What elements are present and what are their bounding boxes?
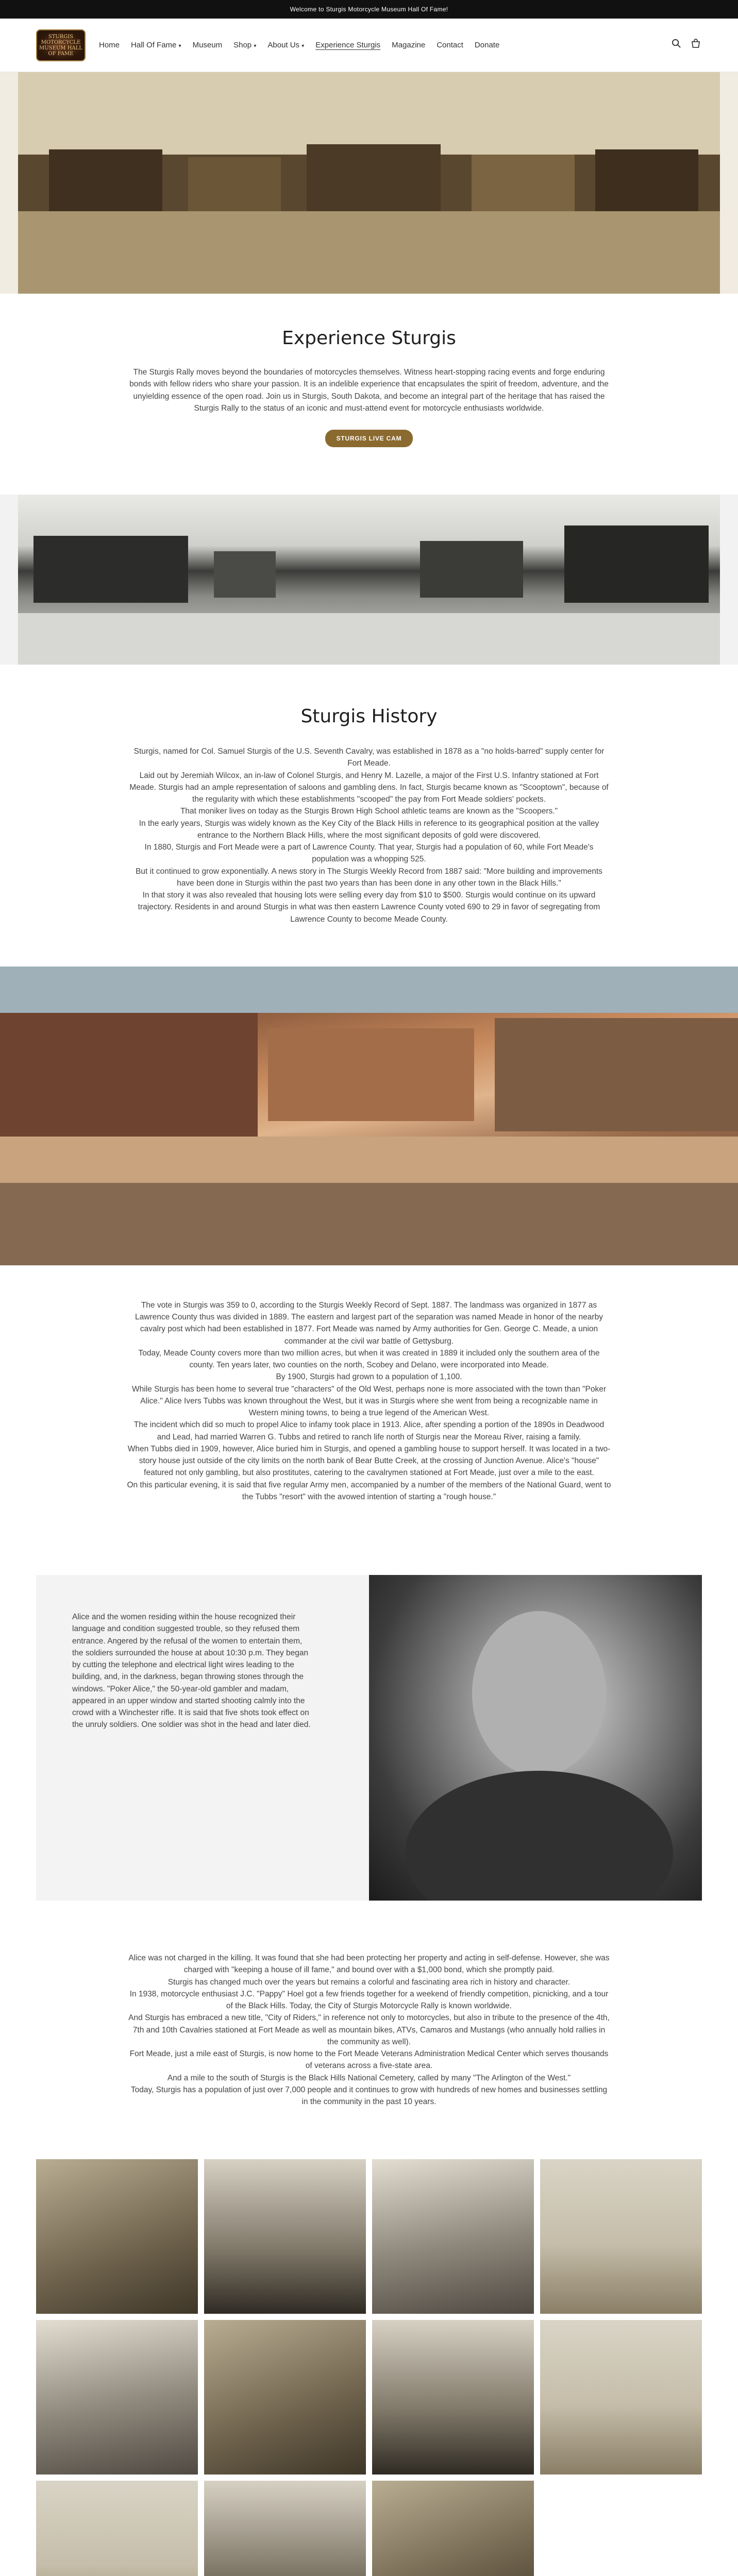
nav-label: Home — [99, 41, 120, 49]
gallery-photo[interactable] — [36, 2159, 198, 2314]
history-paragraph: On this particular evening, it is said that five regular Army men, accompanied by a number of the members of the National Guard, went to the Tubbs "resort" with the avowed intention of starting a "rough house." — [127, 1480, 611, 1501]
nav-magazine[interactable] — [392, 41, 425, 49]
alice-portrait — [369, 1575, 702, 1901]
history-paragraph: Laid out by Jeremiah Wilcox, an in-law of Colonel Sturgis, and Henry M. Lazelle, a major of the First U.S. Infantry stationed at Fort Meade. Sturgis had an ample representation of saloons and gambling dens. In fact, Sturgis became known as "Scooptown", because of the regularity with which these establishments "scooped" the pay from Fort Meade soldiers' pockets. — [129, 771, 609, 804]
gallery-photo[interactable] — [204, 2481, 366, 2576]
nav-label: Contact — [437, 41, 463, 49]
site-header — [0, 19, 738, 72]
nav-donate[interactable] — [475, 41, 499, 49]
history-paragraph: In 1938, motorcycle enthusiast J.C. "Pappy" Hoel got a few friends together for a weekend of friendly competition, picnicking, and a tour of the Black Hills. Today, the City of Sturgis Motorcycle Rally is known worldwide. — [129, 1989, 609, 2010]
chevron-down-icon: ▾ — [178, 43, 181, 49]
site-logo[interactable] — [36, 29, 86, 61]
nav-about-us[interactable] — [267, 41, 304, 49]
history-paragraph: That moniker lives on today as the Sturgis Brown High School athletic teams are known as the "Scoopers." — [180, 807, 558, 816]
history-paragraph: The incident which did so much to propel Alice to infamy took place in 1913. Alice, after spending a portion of the 1890s in Deadwood and Lead, had married Warren G. Tubbs and retired to ranch life north of Sturgis near the Moreau River, raising a family. — [133, 1420, 605, 1442]
history-paragraph: In the early years, Sturgis was widely known as the Key City of the Black Hills in reference to its geographical position at the valley entrance to the Northern Black Hills, where the most significant deposits of gold were discovered. — [139, 819, 599, 840]
portrait-illustration — [369, 1575, 702, 1901]
nav-label: Museum — [192, 41, 223, 49]
nav-label: Magazine — [392, 41, 426, 49]
gallery-photo[interactable] — [372, 2320, 534, 2475]
history-paragraph: Today, Meade County covers more than two million acres, but when it was created in 1889 it included only the southern area of the county. Ten years later, two counties on the north, Scobey and Delano, were incorporated into Meade. — [138, 1348, 600, 1369]
photo-main-street — [0, 495, 738, 665]
history-paragraph: And a mile to the south of Sturgis is the Black Hills National Cemetery, called by many "The Arlington of the West." — [167, 2073, 571, 2082]
logo-text: STURGIS MOTORCYCLE MUSEUM HALL OF FAME — [39, 33, 82, 57]
chevron-down-icon: ▾ — [301, 43, 305, 49]
experience-intro: The Sturgis Rally moves beyond the boundaries of motorcycles themselves. Witness heart-stopping racing events and forge enduring bonds with fellow riders who share your passion. It is an indelible experience that encapsulates the spirit of freedom, adventure, and the unyielding essence of the open road. Join us in Sturgis, South Dakota, and become an integral part of the heritage that has raised the Sturgis Rally to the status of an iconic and must-attend event for motorcycle enthusiasts worldwide. — [129, 368, 609, 413]
history-title: Sturgis History — [300, 706, 438, 727]
main-nav — [99, 41, 499, 49]
history-paragraph: Alice was not charged in the killing. It was found that she had been protecting her property and acting in self-defense. However, she was charged with "keeping a house of ill fame," and bound over with a $1,000 bond, which she promptly paid. — [128, 1954, 610, 1975]
history-section — [0, 665, 738, 967]
history-paragraph: In 1880, Sturgis and Fort Meade were a part of Lawrence County. That year, Sturgis had a population of 60, while Fort Meade's population was a whopping 525. — [144, 843, 594, 864]
announcement-text: Welcome to Sturgis Motorcycle Museum Hall Of Fame! — [290, 6, 448, 13]
history-continued-section — [0, 1265, 738, 1549]
nav-label: Experience Sturgis — [315, 41, 381, 49]
nav-contact[interactable] — [437, 41, 463, 49]
gallery-photo[interactable] — [204, 2320, 366, 2475]
photo-gallery — [0, 2149, 738, 2576]
history-paragraph: But it continued to grow exponentially. A news story in The Sturgis Weekly Record from 1887 said: "More building and improvements have been done in Sturgis within the past two years than has been done in any other town in the Black Hills." — [136, 867, 602, 888]
history-paragraph: Sturgis has changed much over the years but remains a colorful and fascinating area rich in history and character. — [167, 1977, 571, 1987]
photo-rally-crowd — [0, 967, 738, 1265]
cart-icon[interactable] — [691, 39, 701, 52]
history-paragraph: Today, Sturgis has a population of just over 7,000 people and it continues to grow with hundreds of new homes and businesses settling in the community in the past 10 years. — [130, 2085, 608, 2106]
gallery-photo[interactable] — [372, 2159, 534, 2314]
crowd-scene-illustration — [0, 967, 738, 1265]
gallery-photo[interactable] — [204, 2159, 366, 2314]
nav-label: Donate — [474, 41, 500, 49]
history-paragraph: The vote in Sturgis was 359 to 0, according to the Sturgis Weekly Record of Sept. 1887. The landmass was organized in 1877 as Lawrence County thus was divided in 1889. The eastern and largest part of the separation was named Meade in honor of the nearby cavalry post which had been established in 1877. Fort Meade was named by Army authorities for Gen. George C. Meade, a union commander at the civil war battle of Gettysburg. — [135, 1300, 603, 1346]
history-paragraph: Sturgis, named for Col. Samuel Sturgis of the U.S. Seventh Cavalry, was established in 1878 as a "no holds-barred" supply center for Fort Meade. — [133, 747, 605, 768]
experience-section — [0, 294, 738, 495]
nav-home[interactable] — [99, 41, 120, 49]
page-title: Experience Sturgis — [282, 328, 456, 349]
live-cam-button[interactable]: STURGIS LIVE CAM — [325, 430, 413, 447]
header-actions — [672, 39, 701, 52]
history-conclusion-section — [0, 1952, 738, 2149]
history-text — [127, 745, 611, 925]
chevron-down-icon: ▾ — [254, 43, 257, 49]
alice-text-panel — [36, 1575, 369, 1901]
nav-experience-sturgis[interactable] — [315, 41, 380, 49]
gallery-photo[interactable] — [372, 2481, 534, 2576]
history-paragraph: While Sturgis has been home to several true "characters" of the Old West, perhaps none is more associated with the town than "Poker Alice." Alice Ivers Tubbs was known throughout the West, but it was in Sturgis where she went from being a recognizable name in Western mining towns, to being a true legend of the American West. — [132, 1384, 606, 1417]
nav-label: Shop — [233, 41, 252, 49]
poker-alice-section — [36, 1575, 702, 1901]
nav-shop[interactable] — [233, 41, 256, 49]
alice-text: Alice and the women residing within the house recognized their language and condition suggested trouble, so they refused them entrance. Angered by the refusal of the women to entertain them, the soldiers surrounded the house at about 10:30 p.m. They began by cutting the telephone and electrical light wires leading to the building, and, in the darkness, began throwing stones through the windows. "Poker Alice," the 50-year-old gambler and madam, appeared in an upper window and started shooting calmly into the crowd with a Winchester rifle. It is said that five shots took effect on the unruly soldiers. One soldier was shot in the head and later died. — [72, 1613, 311, 1730]
announcement-bar — [0, 0, 738, 19]
gallery-photo[interactable] — [540, 2159, 702, 2314]
nav-label: About Us — [267, 41, 300, 49]
town-scene-illustration — [18, 72, 720, 294]
hero-photo-town — [0, 72, 738, 294]
history-paragraph: And Sturgis has embraced a new title, "City of Riders," in reference not only to motorcycles, but also in tribute to the presence of the 4th, 7th and 10th Cavalries stationed at Fort Meade as well as mountain bikes, ATVs, Camaros and Mustangs (who annually hold rallies in the community as well). — [128, 2013, 610, 2046]
nav-hall-of-fame[interactable] — [131, 41, 181, 49]
history-paragraph: By 1900, Sturgis had grown to a population of 1,100. — [276, 1372, 462, 1382]
history-paragraph: In that story it was also revealed that housing lots were selling every day from $10 to $500. Sturgis would continue on its upward trajectory. Residents in and around Sturgis in what was then eastern Lawrence County voted 690 to 29 in favor of segregating from Lawrence County to become Meade County. — [138, 891, 600, 924]
history-paragraph: Fort Meade, just a mile east of Sturgis, is now home to the Fort Meade Veterans Administration Medical Center which serves thousands of veterans across a five-state area. — [129, 2049, 609, 2071]
gallery-photo[interactable] — [540, 2320, 702, 2475]
street-scene-illustration — [18, 495, 720, 665]
gallery-photo[interactable] — [36, 2481, 198, 2576]
gallery-photo[interactable] — [36, 2320, 198, 2475]
search-icon[interactable] — [672, 39, 681, 52]
history-paragraph: When Tubbs died in 1909, however, Alice buried him in Sturgis, and opened a gambling house to support herself. It was located in a two-story house just outside of the city limits on the north bank of Bear Butte Creek, at the crossing of Junction Avenue. Alice's "house" featured not only gambling, but also prostitutes, catering to the cavalrymen stationed at Fort Meade, just over a mile to the east. — [127, 1444, 611, 1478]
nav-museum[interactable] — [193, 41, 223, 49]
nav-label: Hall Of Fame — [131, 41, 177, 49]
